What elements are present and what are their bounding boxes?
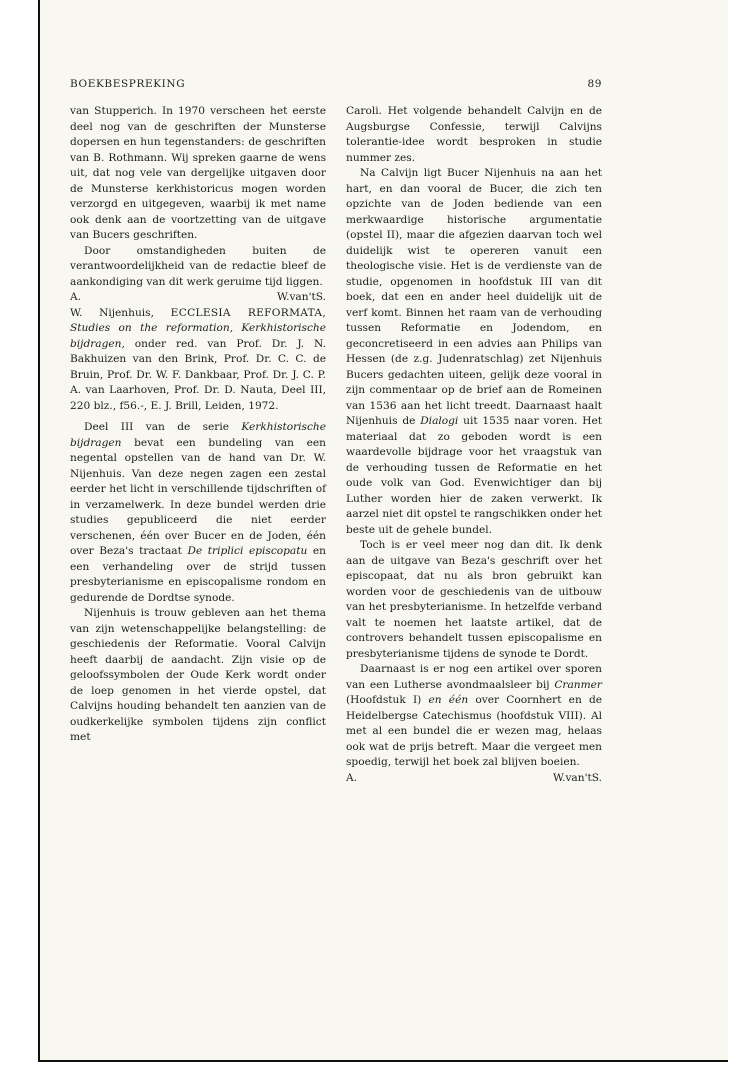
page-number: 89 [587,78,602,90]
paragraph [70,420,326,606]
text-run-italic: en één [428,694,469,706]
text-run-italic: Dialogi [420,415,459,427]
paragraph [346,166,602,538]
citation-subtitle: Studies on the reformation, Kerkhistorische bijdragen, [70,322,326,350]
text-run-italic: Cranmer [554,678,602,691]
text-run-italic: De triplici episcopatu [187,545,308,557]
paragraph [346,662,602,771]
signature-name: W.van'tS. [553,771,602,784]
signature-name: W.van'tS. [277,291,326,303]
text-run: bevat een bundeling van een negental opstellen van de hand van Dr. W. Nijenhuis. Van deze negen zagen een zestal eerder het licht in verschillende tijdschriften of in verzamelwerk. In deze bundel werden drie studies gepubliceerd die niet eerder verschenen, één over Bucer en de Joden, één over Beza's tractaat [70,436,326,557]
text-run: en een verhandeling over de strijd tussen presbyterianisme en episcopalisme rondom en gedurende de Dordtse synode. [70,545,326,604]
signature [70,290,326,306]
signature-initial: A. [70,291,82,303]
citation-title: ECCLESIA REFORMATA, [170,306,326,319]
paragraph: Caroli. Het volgende behandelt Calvijn en de Augsburgse Confessie, terwijl Calvijns tolerantie-idee wordt besproken in studie nummer zes. [346,105,602,164]
text-run: over Coornhert en de Heidelbergse Catechismus (hoofdstuk VIII). Al met al een bundel die er wezen mag, helaas ook wat de prijs betreft. Maar die vergeet men spoedig, terwijl het boek zal blijven boeien. [346,694,603,768]
right-column [346,104,602,786]
citation-author: W. Nijenhuis, [70,306,154,319]
paragraph: Door omstandigheden buiten de verantwoordelijkheid van de redactie bleef de aankondiging van dit werk geruime tijd liggen. [70,244,326,288]
paragraph: van Stupperich. In 1970 verscheen het eerste deel nog van de geschriften der Munsterse dopersen en hun tegenstanders: de geschriften van B. Rothmann. Wij spreken gaarne de wens uit, dat nog vele van dergelijke uitgaven door de Munsterse kerkhistoricus mogen worden verzorgd en uitgegeven, waarbij ik met name ook denk aan de voortzetting van de uitgave van Bucers geschriften. [70,105,326,241]
text-run: Deel III van de serie [84,421,230,433]
signature [346,771,602,787]
text-run: uit 1535 naar voren. Het materiaal dat zo geboden wordt is een waardevolle bijdrage voor het vraagstuk van de verhouding tussen de Reformatie en het oude volk van God. Evenwichtiger dan bij Luther worden hier de zaken verwerkt. Ik aarzel niet dit opstel te rangschikken onder het beste uit de gehele bundel. [346,415,602,536]
text-run: Daarnaast is er nog een artikel over sporen van een Lutherse avondmaalsleer bij [346,663,602,691]
running-header [70,78,602,94]
book-citation [70,306,326,415]
paragraph: Toch is er veel meer nog dan dit. Ik denk aan de uitgave van Beza's geschrift over het episcopaat, dat nu als bron gebruikt kan worden voor de geschiedenis van de uitbouw van het presbyterianisme. In hetzelfde verband valt te noemen het laatste artikel, dat de controvers behandelt tussen episcopalisme en presbyterianisme tijdens de synode te Dordt. [346,539,602,660]
section-title: BOEKBESPREKING [70,78,186,90]
text-run-italic: Kerkhistorische bijdragen [70,421,327,449]
citation-details: onder red. van Prof. Dr. J. N. Bakhuizen van den Brink, Prof. Dr. C. C. de Bruin, Prof. Dr. W. F. Dankbaar, Prof. Dr. J. C. P. A. van Laarhoven, Prof. Dr. D. Nauta, Deel III, 220 blz., f56.-, E. J. Brill, Leiden, 1972. [70,337,326,412]
paragraph: Nijenhuis is trouw gebleven aan het thema van zijn wetenschappelijke belangstelling: de geschiedenis der Reformatie. Vooral Calvijn heeft daarbij de aandacht. Zijn visie op de geloofssymbolen der Oude Kerk wordt onder de loep genomen in het vierde opstel, dat Calvijns houding behandelt ten aanzien van de oudkerkelijke symbolen tijdens zijn conflict met [70,607,326,743]
signature-initial: A. [346,771,358,784]
text-run: (Hoofdstuk I) [346,694,422,706]
text-run: Na Calvijn ligt Bucer Nijenhuis na aan het hart, en dan vooral de Bucer, die zich ten opzichte van de Joden bediende van een merkwaardige historische argumentatie (opstel II), maar die afgezien daarvan toch wel duidelijk wist te opereren vanuit een theologische visie. Het is de verdienste van de studie, opgenomen in hoofdstuk III van dit boek, dat een en ander heel duidelijk uit de verf komt. Binnen het raam van de verhouding tussen Reformatie en Jodendom, en geconcretiseerd in een advies aan Philips van Hessen (de z.g. Judenratschlag) zet Nijenhuis Bucers gedachten uiteen, gelijk deze vooral in zijn commentaar op de brief aan de Romeinen van 1536 aan het licht treedt. Daarnaast haalt Nijenhuis de [346,167,602,427]
left-column [70,104,326,746]
